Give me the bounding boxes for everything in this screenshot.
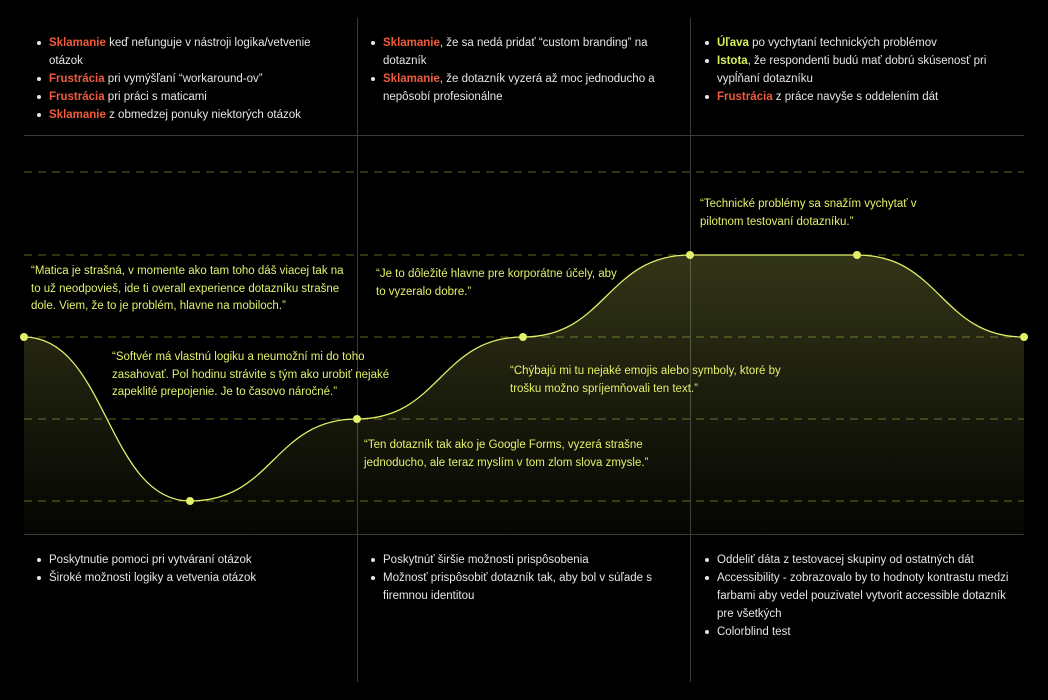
feeling-item <box>36 88 336 106</box>
feeling-keyword: Sklamanie <box>383 37 440 49</box>
feeling-keyword: Sklamanie <box>49 37 106 49</box>
opportunities-list-3 <box>704 551 1019 641</box>
opportunities-column-2 <box>370 551 675 605</box>
opportunities-list-1 <box>36 551 336 587</box>
opportunity-item: Oddeliť dáta z testovacej skupiny od ostatných dát <box>704 551 1019 569</box>
quote-google-forms: “Ten dotazník tak ako je Google Forms, vyzerá strašne jednoducho, ale teraz myslím v tom zlom slova zmysle.” <box>364 439 649 469</box>
curve-point <box>186 497 194 505</box>
opportunity-item: Možnosť prispôsobiť dotazník tak, aby bol v súľade s firemnou identitou <box>370 569 675 605</box>
quote-corporate: “Je to dôležité hlavne pre korporátne účely, aby to vyzeralo dobre.” <box>376 268 617 298</box>
opportunities-column-3 <box>704 551 1019 641</box>
feeling-item <box>36 34 336 70</box>
feelings-list-1 <box>36 34 336 124</box>
feeling-item <box>704 34 1004 52</box>
feeling-text: z obmedzej ponuky niektorých otázok <box>105 109 301 121</box>
feelings-column-1 <box>36 34 336 124</box>
feelings-column-3 <box>704 34 1004 106</box>
feelings-column-2 <box>370 34 670 106</box>
feeling-keyword: Úľava <box>717 37 749 49</box>
opportunity-item: Poskytnutie pomoci pri vytváraní otázok <box>36 551 336 569</box>
quote-emojis: “Chýbajú mi tu nejaké emojis alebo symboly, ktoré by trošku možno spríjemňovali ten text.” <box>510 365 781 395</box>
curve-point <box>353 415 361 423</box>
feeling-text: po vychytaní technických problémov <box>748 37 937 49</box>
feeling-keyword: Istota <box>717 55 748 67</box>
feeling-keyword: Frustrácia <box>49 91 105 103</box>
quote-software-logic: “Softvér má vlastnú logiku a neumožní mi do toho zasahovať. Pol hodinu strávite s tým ako urobiť nejaké zapeklité prepojenie. Je to časovo náročné.” <box>112 351 390 398</box>
quote-technical: “Technické problémy sa snažím vychytať v pilotnom testovaní dotazníku.” <box>700 198 917 228</box>
quote-matrix: “Matica je strašná, v momente ako tam toho dáš viacej tak na to už neodpovieš, ide ti overall experience dotazníku strašne dole. Viem, že to je problém, hlavne na mobiloch.” <box>31 265 344 312</box>
curve-point <box>519 333 527 341</box>
feeling-item <box>370 70 670 106</box>
feeling-text: , že respondenti budú mať dobrú skúsenosť pri vypĺňaní dotazníku <box>717 55 987 85</box>
opportunities-column-1 <box>36 551 336 587</box>
opportunity-item: Poskytnúť širšie možnosti prispôsobenia <box>370 551 675 569</box>
opportunities-list-2 <box>370 551 675 605</box>
curve-point <box>686 251 694 259</box>
curve-point <box>20 333 28 341</box>
opportunity-item: Široké možnosti logiky a vetvenia otázok <box>36 569 336 587</box>
curve-point <box>853 251 861 259</box>
feeling-text: z práce navyše s oddelením dát <box>772 91 939 103</box>
feeling-text: , že sa nedá pridať “custom branding” na dotazník <box>383 37 648 67</box>
feeling-keyword: Sklamanie <box>49 109 106 121</box>
feelings-list-3 <box>704 34 1004 106</box>
feeling-item <box>36 70 336 88</box>
opportunity-item: Colorblind test <box>704 623 1019 641</box>
feeling-item <box>704 52 1004 88</box>
feeling-keyword: Frustrácia <box>49 73 105 85</box>
feeling-item <box>36 106 336 124</box>
feeling-item <box>370 34 670 70</box>
feeling-keyword: Frustrácia <box>717 91 773 103</box>
feeling-text: pri práci s maticami <box>104 91 207 103</box>
feeling-text: , že dotazník vyzerá až moc jednoducho a nepôsobí profesionálne <box>383 73 655 103</box>
curve-point <box>1020 333 1028 341</box>
feeling-text: keď nefunguje v nástroji logika/vetvenie otázok <box>49 37 311 67</box>
feeling-item <box>704 88 1004 106</box>
feeling-keyword: Sklamanie <box>383 73 440 85</box>
feeling-text: pri vymýšľaní “workaround-ov” <box>104 73 263 85</box>
feelings-list-2 <box>370 34 670 106</box>
opportunity-item: Accessibility - zobrazovalo by to hodnoty kontrastu medzi farbami aby vedel pouzivatel vytvorit accessible dotazník pre všetkých <box>704 569 1019 623</box>
